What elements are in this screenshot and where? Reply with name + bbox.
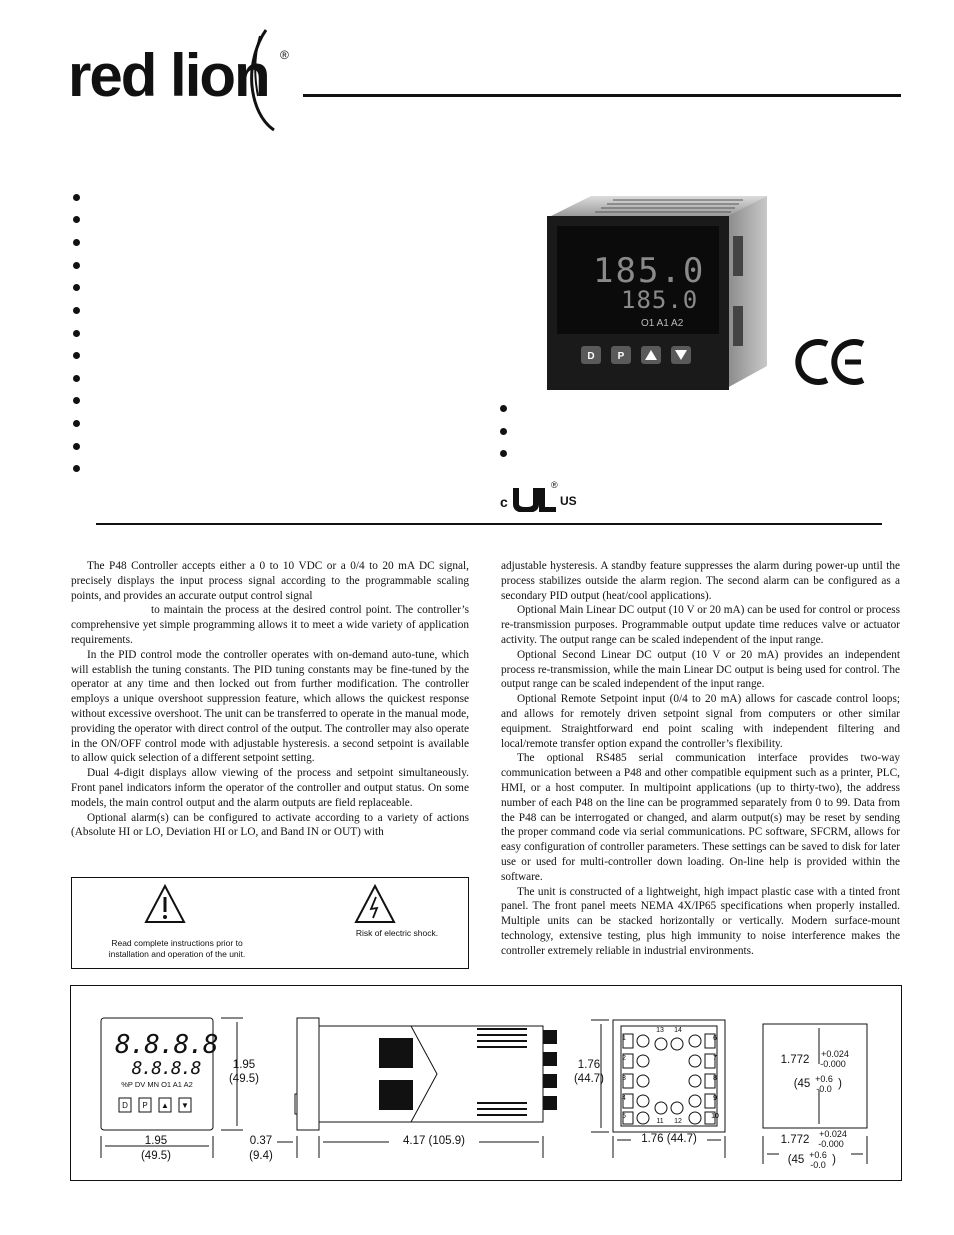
description-right-column [501,559,900,959]
paragraph: Optional Remote Setpoint input (0/4 to 20 mA) allows for cascade control loops; and allows for remotely driven setpoint signal from computers or other similar equipment. Straightforward end point scaling with independent filtering and local/remote transfer option expand the controller’s flexibility. [501,693,900,750]
feature-bullet [73,443,80,450]
cutout-vertical-dimension: 1.772 [775,1054,815,1067]
bezel-depth-dimension: 0.37 [249,1135,273,1147]
cutout-horizontal-tol-minus: -0.000 [818,1139,844,1149]
cutout-vertical-tol-plus: +0.024 [821,1049,849,1059]
feature-bullet [500,450,507,457]
product-top-display: 185.0 [593,251,706,291]
cutout-vertical-mm-minus: -0.0 [816,1084,832,1094]
cutout-horizontal-mm-minus: -0.0 [810,1160,826,1170]
terminal-number: 4 [622,1095,626,1102]
feature-bullet [500,428,507,435]
front-indicators: %P DV MN O1 A1 A2 [121,1080,193,1089]
paragraph: In the PID control mode the controller operates with on-demand auto-tune, which will establish the tuning constants. The PID tuning constants may be fine-tuned by the operator at any time and then locked out from further modification. The controller employs a unique overshoot suppression feature, which allows the quickest response without excessive overshoot. The unit can be transferred to operate in the manual mode, providing the operator with direct control of the output. The controller may also operate in the ON/OFF control mode with adjustable hysteresis. a second setpoint is available to allow quick selection of a different setpoint setting. [71,648,469,765]
cutout-vertical-mm-plus: +0.6 [815,1074,833,1084]
paragraph: The P48 Controller accepts either a 0 to 10 VDC or a 0/4 to 20 mA DC signal, precisely displays the input process signal according to the programmable scaling points, and provides an accurate output control signal [71,560,469,602]
paragraph: Optional Second Linear DC output (10 V or 20 mA) provides an independent process re-transmission, while the main Linear DC output is being used for control. The output range can be scaled independent of the input range. [501,648,900,691]
front-width-dimension: 1.95 [144,1135,168,1147]
terminal-number: 1 [622,1035,626,1042]
cutout-horizontal-mm-plus: +0.6 [809,1150,827,1160]
terminal-number: 14 [674,1027,682,1034]
paragraph: The unit is constructed of a lightweight, high impact plastic case with a tinted front panel. The front panel meets NEMA 4X/IP65 specifications when properly installed. Multiple units can be stacked horizontally or vertically. Modern surface-mount technology, extensive testing, plus high immunity to noise interference makes the controller extremely reliable in industrial environments. [501,885,900,957]
cul-registered-mark: ® [551,480,558,490]
feature-bullet [73,375,80,382]
front-width-mm: (49.5) [140,1150,172,1162]
feature-bullet [73,420,80,427]
red-lion-logo [66,26,298,136]
cutout-vertical-mm-open: (45 [793,1078,811,1090]
terminal-number: 13 [656,1027,664,1034]
terminal-number: 12 [674,1118,682,1125]
terminal-number: 2 [622,1055,626,1062]
cutout-horizontal-mm-close: ) [832,1154,836,1166]
caution-instructions-line-1: Read complete instructions prior to [111,938,243,948]
front-up-button: ▲ [161,1101,169,1110]
terminal-number: 7 [713,1055,717,1062]
paragraph: The optional RS485 serial communication interface provides two-way communication between a P48 and other compatible equipment such as a printer, PLC, HMI, or a host computer. In multipoint applications (up to thirty-two), the address number of each P48 on the line can be programmed separately from 0 to 99. Data from the P48 can be interrogated or changed, and alarm output(s) may be reset by sending the proper command code via serial communications. PC software, SFCRM, allows for easy configuration of controller parameters. These settings can be saved to disk for later use or used for multi-controller down loading. On-line help is provided within the software. [501,752,900,883]
feature-bullet [73,216,80,223]
cutout-horizontal-tol-plus: +0.024 [819,1129,847,1139]
caution-warning-icon [144,884,186,924]
description-left-column [71,559,469,840]
front-down-button: ▼ [181,1101,189,1110]
front-digits-top: 8.8.8.8 [115,1030,218,1060]
feature-bullet [73,262,80,269]
feature-bullet [500,405,507,412]
paragraph: Optional alarm(s) can be configured to activate according to a variety of actions (Absolute HI or LO, Deviation HI or LO, and Band IN or OUT) with [71,811,469,839]
cutout-horizontal-mm-open: (45 [787,1154,805,1166]
front-d-button: D [122,1101,128,1110]
paragraph: to maintain the process at the desired control point. The controller’s comprehensive yet simple programming allows it to meet a wide variety of application requirements. [71,604,469,646]
cul-us-listing-mark [500,480,582,514]
dimensions-drawing [70,985,902,1181]
feature-bullet [73,330,80,337]
terminal-number: 8 [713,1075,717,1082]
electric-shock-icon [354,884,396,924]
feature-bullet [73,465,80,472]
logo-registered-mark: ® [280,48,289,62]
feature-bullet [73,194,80,201]
rear-height-dimension: 1.76 [577,1059,601,1071]
feature-bullet [73,239,80,246]
header-rule [303,94,901,97]
product-bottom-display: 185.0 [621,286,699,314]
ce-mark-icon [795,336,869,388]
bezel-depth-mm: (9.4) [249,1150,273,1162]
caution-box [71,877,469,969]
paragraph: adjustable hysteresis. A standby feature suppresses the alarm during power-up until the process stabilizes outside the alarm region. The second alarm can be configured as a secondary PID output (heat/cool applications). [501,560,900,602]
section-rule [96,523,882,525]
cutout-horizontal-dimension: 1.772 [780,1134,810,1146]
feature-bullet [73,307,80,314]
terminal-number: 10 [711,1113,719,1120]
caution-shock-text: Risk of electric shock. [355,928,439,938]
lion-mark-icon [238,26,298,136]
terminal-number: 3 [622,1075,626,1082]
caution-instructions-line-2: installation and operation of the unit. [108,949,246,959]
case-depth-dimension: 4.17 (105.9) [389,1135,479,1148]
front-p-button: P [142,1101,148,1110]
cul-us-text: US [560,494,577,508]
cutout-vertical-tol-minus: -0.000 [820,1059,846,1069]
terminal-number: 9 [713,1095,717,1102]
product-d-button: D [587,351,595,362]
feature-bullet [73,397,80,404]
paragraph: Optional Main Linear DC output (10 V or 20 mA) can be used for control or process re-transmission purposes. Programmable output update time reduces valve or actuator activity. The output range can be scaled independent of the input range. [501,604,900,646]
rear-height-mm: (44.7) [573,1073,605,1085]
p48-controller-photo [543,196,770,392]
cutout-vertical-mm-close: ) [838,1078,842,1090]
front-height-dimension: 1.95 [232,1059,256,1071]
cul-c-text: c [500,494,508,510]
terminal-number: 5 [622,1113,626,1120]
rear-width-dimension: 1.76 (44.7) [631,1133,707,1146]
terminal-number: 11 [656,1118,664,1125]
logo-wordmark: red lion [68,42,269,109]
product-indicators: O1 A1 A2 [641,318,684,329]
paragraph: Dual 4-digit displays allow viewing of the process and setpoint simultaneously. Front panel indicators inform the operator of the controller and output status. On some models, the main control output and the alarm outputs are field replaceable. [71,767,469,809]
front-digits-bottom: 8.8.8.8 [131,1058,201,1079]
feature-bullet [73,352,80,359]
product-p-button: P [617,351,625,362]
feature-bullet [73,284,80,291]
terminal-number: 6 [713,1035,717,1042]
front-height-mm: (49.5) [228,1073,260,1085]
